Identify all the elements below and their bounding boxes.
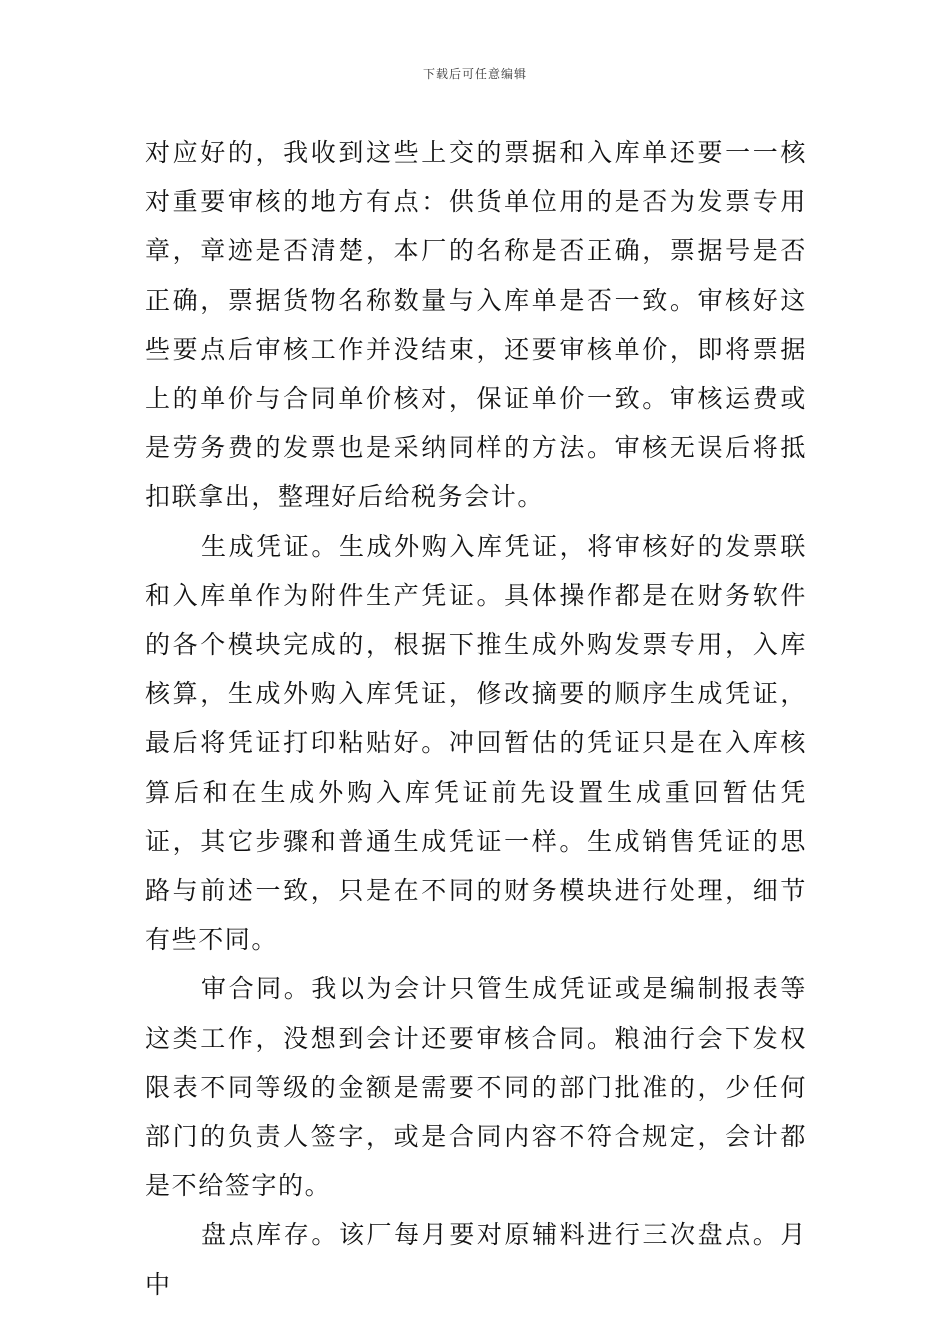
- paragraph-generate-voucher: 生成凭证。生成外购入库凭证，将审核好的发票联和入库单作为附件生产凭证。具体操作都是在财务软件的各个模块完成的，根据下推生成外购发票专用，入库核算，生成外购入库凭证，修改摘要的顺序生成凭证，最后将凭证打印粘贴好。冲回暂估的凭证只是在入库核算后和在生成外购入库凭证前先设置生成重回暂估凭证，其它步骤和普通生成凭证一样。生成销售凭证的思路与前述一致，只是在不同的财务模块进行处理，细节有些不同。: [145, 531, 807, 955]
- body-text: [145, 128, 807, 1309]
- paragraph-inventory-count: 盘点库存。该厂每月要对原辅料进行三次盘点。月中: [145, 1220, 807, 1299]
- paragraph-review-contract: 审合同。我以为会计只管生成凭证或是编制报表等这类工作，没想到会计还要审核合同。粮油行会下发权限表不同等级的金额是需要不同的部门批准的，少任何部门的负责人签字，或是合同内容不符合规定，会计都是不给签字的。: [145, 974, 807, 1201]
- paragraph-invoice-review: 对应好的，我收到这些上交的票据和入库单还要一一核对重要审核的地方有点：供货单位用的是否为发票专用章，章迹是否清楚，本厂的名称是否正确，票据号是否正确，票据货物名称数量与入库单是否一致。审核好这些要点后审核工作并没结束，还要审核单价，即将票据上的单价与合同单价核对，保证单价一致。审核运费或是劳务费的发票也是采纳同样的方法。审核无误后将抵扣联拿出，整理好后给税务会计。: [145, 138, 807, 512]
- header-note: 下载后可任意编辑: [422, 67, 527, 81]
